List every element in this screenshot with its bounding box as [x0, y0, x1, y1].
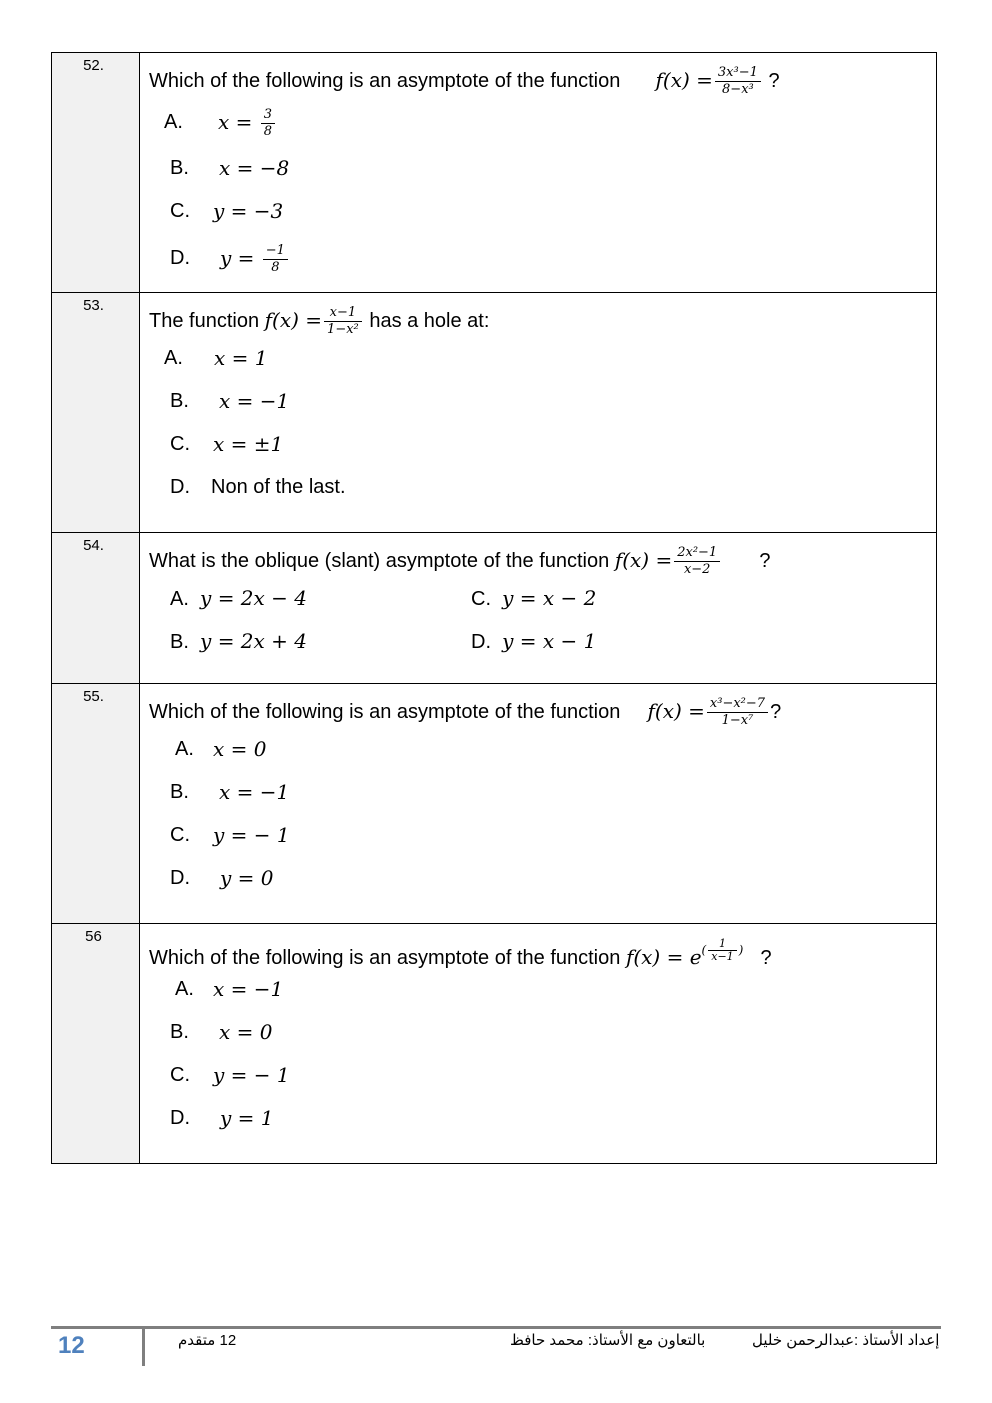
- stem-text: Which of the following is an asymptote of the function: [149, 700, 621, 723]
- question-number-cell: [52, 684, 140, 924]
- option-label: C.: [170, 433, 190, 455]
- function-label: f(x) =: [614, 547, 673, 572]
- denominator: x−1: [711, 950, 734, 963]
- option-label: D.: [170, 247, 190, 269]
- numerator: 2x²−1: [674, 545, 720, 562]
- option-label: A.: [164, 111, 183, 133]
- function-fraction: [715, 65, 761, 98]
- option-value: x = 1: [214, 346, 268, 370]
- question-row: [52, 533, 937, 684]
- numerator: 3: [261, 107, 275, 124]
- question-row: [52, 684, 937, 924]
- footer-author: إعداد الأستاذ :عبدالرحمن خليل: [752, 1332, 940, 1349]
- option-value: y = 2x + 4: [200, 629, 308, 653]
- option-label: C.: [471, 588, 491, 610]
- option[interactable]: [471, 620, 596, 664]
- option-label: B.: [170, 157, 189, 179]
- denominator: 8−x³: [722, 82, 754, 97]
- function-fraction: [674, 545, 720, 578]
- question-row: [52, 53, 937, 293]
- question-number: 55.: [83, 688, 104, 705]
- option[interactable]: [140, 147, 936, 190]
- option-label: B.: [170, 390, 189, 412]
- option-label: D.: [170, 867, 190, 889]
- question-mark: ?: [770, 700, 782, 723]
- function-label: f(x) =: [264, 307, 323, 332]
- option[interactable]: [140, 968, 936, 1011]
- option[interactable]: [471, 577, 596, 621]
- denominator: 1−x⁷: [721, 713, 754, 728]
- function-fraction: [707, 696, 768, 729]
- option-label: A.: [175, 978, 194, 1000]
- question-number: 52.: [83, 57, 104, 74]
- option[interactable]: [140, 466, 936, 509]
- question-number: 56: [85, 928, 102, 945]
- option-value: [220, 233, 290, 283]
- option-label: C.: [170, 1064, 190, 1086]
- option-label: D.: [170, 476, 190, 498]
- option-label: D.: [471, 631, 491, 653]
- stem-text: What is the oblique (slant) asymptote of the function: [149, 549, 610, 572]
- option[interactable]: [140, 233, 936, 283]
- option[interactable]: [140, 771, 936, 814]
- option-value: y = − 1: [213, 823, 290, 847]
- question-body: [140, 684, 937, 924]
- denominator: x−2: [683, 562, 711, 577]
- option[interactable]: [140, 728, 936, 771]
- question-stem: [140, 533, 936, 577]
- question-number-cell: [52, 924, 140, 1164]
- question-number: 53.: [83, 297, 104, 314]
- stem-text-end: has a hole at:: [369, 309, 490, 332]
- question-row: [52, 924, 937, 1164]
- question-body: [140, 924, 937, 1164]
- numerator: 3x³−1: [715, 65, 761, 82]
- option-label: B.: [170, 631, 189, 653]
- option-value: y = x − 2: [502, 586, 597, 610]
- option-label: C.: [170, 200, 190, 222]
- question-number-cell: [52, 533, 140, 684]
- option-value: x = −1: [219, 780, 290, 804]
- option[interactable]: [140, 814, 936, 857]
- option[interactable]: [140, 423, 936, 466]
- option[interactable]: [140, 1054, 936, 1097]
- question-mark: ?: [760, 947, 772, 969]
- option-value: [218, 97, 277, 147]
- question-body: [140, 533, 937, 684]
- footer-divider: [51, 1326, 941, 1329]
- option[interactable]: [140, 1011, 936, 1054]
- question-number: 54.: [83, 537, 104, 554]
- option-label: B.: [170, 781, 189, 803]
- exponent: ( $\frac{1}{x-1}$ ): [701, 937, 744, 963]
- denominator: 8: [263, 124, 273, 139]
- option-label: B.: [170, 1021, 189, 1043]
- option-row: [140, 577, 936, 620]
- denominator: 1−x²: [327, 322, 359, 337]
- question-number-cell: [52, 53, 140, 293]
- numerator: x³−x²−7: [707, 696, 768, 713]
- option[interactable]: [140, 190, 936, 233]
- option[interactable]: [140, 337, 936, 380]
- option-row: [140, 620, 936, 663]
- function-fraction: [324, 305, 362, 338]
- option-label: A.: [164, 347, 183, 369]
- numerator: x−1: [324, 305, 362, 322]
- page-number: 12: [58, 1332, 85, 1359]
- function-label: f(x) =: [647, 698, 705, 723]
- option-value: x = −1: [219, 389, 290, 413]
- questions-table: [51, 52, 937, 1164]
- stem-text: Which of the following is an asymptote of the function: [149, 69, 621, 92]
- option-value: x = −1: [213, 977, 284, 1001]
- option-value: y = x − 1: [502, 629, 597, 653]
- function-label: f(x) = e: [625, 945, 702, 969]
- footer-grade: 12 متقدم: [178, 1332, 237, 1349]
- question-stem: [140, 924, 936, 968]
- numerator: 1: [708, 938, 736, 951]
- option-value: x = ±1: [213, 432, 284, 456]
- option[interactable]: [170, 620, 307, 664]
- question-mark: ?: [759, 549, 771, 572]
- option-value: y = − 1: [213, 1063, 290, 1087]
- question-number-cell: [52, 293, 140, 533]
- option[interactable]: [140, 1097, 936, 1140]
- option[interactable]: [170, 577, 307, 621]
- option-fraction: [263, 243, 288, 276]
- option[interactable]: [140, 97, 936, 147]
- option[interactable]: [140, 380, 936, 423]
- option-value: y = 0: [220, 866, 274, 890]
- question-body: [140, 53, 937, 293]
- question-body: [140, 293, 937, 533]
- question-mark: ?: [768, 69, 780, 92]
- function-label: f(x) =: [655, 67, 713, 92]
- question-stem: [140, 293, 936, 337]
- option-label: A.: [175, 738, 194, 760]
- option-lhs: y =: [220, 246, 255, 270]
- option[interactable]: [140, 857, 936, 900]
- option-fraction: [261, 107, 275, 140]
- numerator: −1: [263, 243, 288, 260]
- question-stem: [140, 684, 936, 728]
- question-stem: [140, 53, 936, 97]
- option-value: Non of the last.: [211, 476, 346, 498]
- option-value: x = −8: [219, 156, 290, 180]
- option-label: A.: [170, 588, 189, 610]
- question-row: [52, 293, 937, 533]
- stem-text: The function: [149, 309, 260, 332]
- option-label: C.: [170, 824, 190, 846]
- footer-collab: بالتعاون مع الأستاذ: محمد حافظ: [510, 1332, 706, 1349]
- footer-vertical-divider: [142, 1329, 145, 1366]
- option-lhs: x =: [218, 110, 253, 134]
- option-value: y = −3: [213, 199, 284, 223]
- option-label: D.: [170, 1107, 190, 1129]
- denominator: 8: [271, 260, 280, 275]
- option-value: x = 0: [219, 1020, 273, 1044]
- stem-text: Which of the following is an asymptote of the function: [149, 947, 621, 969]
- option-value: x = 0: [213, 737, 267, 761]
- option-value: y = 1: [220, 1106, 274, 1130]
- option-value: y = 2x − 4: [200, 586, 308, 610]
